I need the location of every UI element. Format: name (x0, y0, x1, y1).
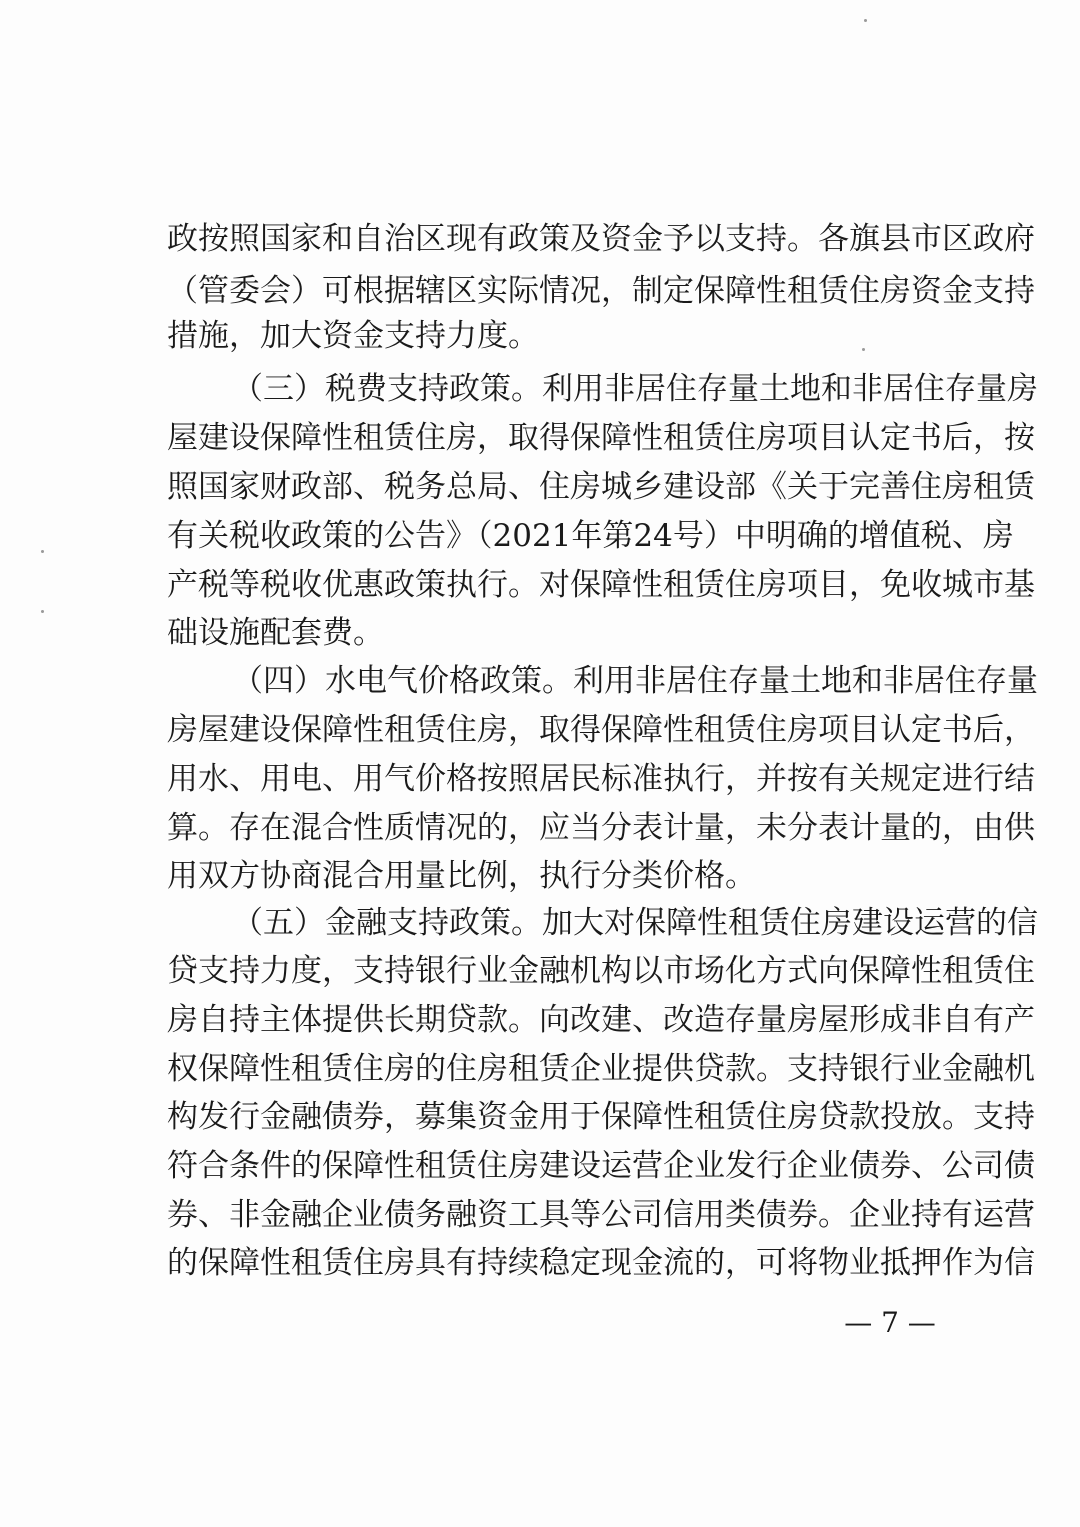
text-line: （五）金融支持政策。加大对保障性租赁住房建设运营的信 (232, 905, 1038, 941)
text-line: 的保障性租赁住房具有持续稳定现金流的，可将物业抵押作为信 (167, 1245, 1035, 1281)
text-line: 础设施配套费。 (167, 615, 384, 651)
text-line: 用水、用电、用气价格按照居民标准执行，并按有关规定进行结 (167, 761, 1035, 797)
text-line: 算。存在混合性质情况的，应当分表计量，未分表计量的，由供 (167, 810, 1035, 846)
text-line: 房屋建设保障性租赁住房，取得保障性租赁住房项目认定书后， (167, 712, 1035, 748)
text-line: 照国家财政部、税务总局、住房城乡建设部《关于完善住房租赁 (167, 469, 1035, 505)
text-line: 措施，加大资金支持力度。 (167, 318, 539, 354)
text-line: 券、非金融企业债务融资工具等公司信用类债券。企业持有运营 (167, 1197, 1035, 1233)
scan-speck (41, 550, 44, 553)
text-line: 构发行金融债券，募集资金用于保障性租赁住房贷款投放。支持 (167, 1099, 1035, 1135)
scan-speck (41, 610, 44, 613)
text-line: （管委会）可根据辖区实际情况，制定保障性租赁住房资金支持 (167, 273, 1035, 309)
text-line: 政按照国家和自治区现有政策及资金予以支持。各旗县市区政府 (167, 221, 1035, 257)
text-line: 权保障性租赁住房的住房租赁企业提供贷款。支持银行业金融机 (167, 1051, 1035, 1087)
text-line: 房自持主体提供长期贷款。向改建、改造存量房屋形成非自有产 (167, 1002, 1035, 1038)
text-line: 用双方协商混合用量比例，执行分类价格。 (167, 858, 756, 894)
text-line: 符合条件的保障性租赁住房建设运营企业发行企业债券、公司债 (167, 1148, 1035, 1184)
text-line: 有关税收政策的公告》（2021年第24号）中明确的增值税、房 (167, 518, 1014, 554)
text-line: 产税等税收优惠政策执行。对保障性租赁住房项目，免收城市基 (167, 567, 1035, 603)
text-line: 屋建设保障性租赁住房，取得保障性租赁住房项目认定书后，按 (167, 420, 1035, 456)
text-line: （四）水电气价格政策。利用非居住存量土地和非居住存量 (232, 663, 1038, 699)
text-line: （三）税费支持政策。利用非居住存量土地和非居住存量房 (232, 371, 1038, 407)
page-number: — 7 — (844, 1306, 936, 1339)
text-line: 贷支持力度，支持银行业金融机构以市场化方式向保障性租赁住 (167, 953, 1035, 989)
scan-speck (864, 19, 867, 22)
